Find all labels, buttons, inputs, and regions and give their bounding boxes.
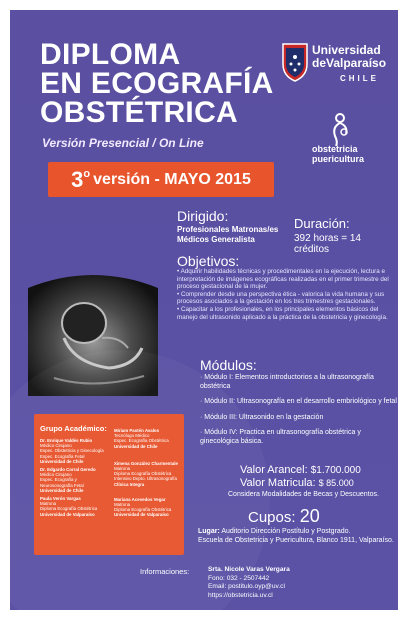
member-detail: Universidad de Chile xyxy=(114,443,158,449)
modulo-item: · Módulo IV: Practica en ultrasonografía obstétrica y ginecológica básica. xyxy=(200,429,361,445)
member-detail: Médico Cirujano xyxy=(40,472,72,478)
member-detail: Espec. Ecografía Obstétrica xyxy=(114,438,169,444)
informaciones-contact xyxy=(208,566,290,600)
uv-logo xyxy=(282,40,394,100)
member-detail: Neurosonografía Fetal xyxy=(40,482,84,488)
version-banner xyxy=(48,162,274,197)
member-detail: Universidad de Valparaíso xyxy=(40,511,95,517)
academic-column-right xyxy=(114,428,182,521)
academic-member xyxy=(114,428,182,449)
obstetricia-puericultura-logo xyxy=(306,112,386,164)
title-line: OBSTÉTRICA xyxy=(40,96,238,129)
version-ordinal: o xyxy=(83,167,91,180)
uv-name-line: deValparaíso xyxy=(312,56,387,70)
uv-name xyxy=(312,44,386,70)
academic-group-title: Grupo Académico: xyxy=(40,424,107,433)
version-text: versión - MAYO 2015 xyxy=(93,170,251,188)
diploma-title xyxy=(40,40,274,127)
academic-member xyxy=(40,467,108,493)
member-detail: Universidad de Chile xyxy=(40,458,84,464)
member-name: Ximena González Charmentale xyxy=(114,460,178,466)
member-detail: Diploma Ecografía Obstétrica xyxy=(40,506,98,512)
lugar-address: Escuela de Obstetricia y Puericultura, Blanco 1911, Valparaíso. xyxy=(198,537,394,544)
member-detail: Diploma Ecografía Obstétrica xyxy=(114,507,172,513)
member-detail: Universidad de Valparaíso xyxy=(114,512,169,518)
member-detail: Espec. Ecografía y xyxy=(40,477,77,483)
valor-matricula xyxy=(240,477,354,489)
modality-subtitle: Versión Presencial / On Line xyxy=(42,136,204,150)
member-name: Dr. Edgardo Corral Geredo xyxy=(40,467,96,473)
member-name: Paula Verón Vargas xyxy=(40,496,81,502)
member-detail: Intensivo Depto. Ultrasonografía xyxy=(114,476,177,482)
contact-web-link[interactable]: https://obstetricia.uv.cl xyxy=(208,591,273,599)
objetivo-item: • Comprender desde una perspectiva ética - valorica la vida humana y sus procesos asociados a la gestación en los tres trimestres gestacionales. xyxy=(177,290,385,306)
academic-member xyxy=(40,438,108,464)
title-line: DIPLOMA xyxy=(40,38,181,71)
informaciones-label: Informaciones: xyxy=(140,567,190,576)
academic-member xyxy=(114,461,182,487)
matricula-value: $ 85.000 xyxy=(318,478,354,488)
member-name: Dr. Enrique Valdés Rubio xyxy=(40,438,93,443)
member-detail: Matrona xyxy=(40,501,57,507)
ultrasound-image xyxy=(24,268,162,398)
objetivo-item: • Capacitar a los profesionales, en los principales elementos básicos del manejo del ultrasonido aplicado a la práctica de la obstetricia y ginecología. xyxy=(177,305,388,321)
member-detail: Espec. Obstetricia y Ginecología xyxy=(40,448,104,454)
member-detail: Médico Cirujano xyxy=(40,443,72,449)
academic-column-left xyxy=(40,438,108,520)
modulos-label: Módulos: xyxy=(200,357,257,373)
mother-child-icon xyxy=(326,112,356,146)
academic-group-panel xyxy=(34,414,184,555)
op-logo-line: obstetricia xyxy=(312,144,358,154)
op-logo-line: puericultura xyxy=(312,154,365,164)
poster xyxy=(10,10,398,610)
dirigido-line: Médicos Generalista xyxy=(177,235,255,244)
op-logo-text xyxy=(312,144,364,164)
cupos xyxy=(248,506,320,527)
dirigido-line: Profesionales Matronas/es xyxy=(177,225,279,234)
cupos-label: Cupos: xyxy=(248,509,296,526)
matricula-label: Valor Matricula: xyxy=(240,477,316,489)
modulo-item: · Módulo I: Elementos introductorios a la ultrasonografía obstétrica xyxy=(200,374,374,390)
lugar-text: Auditorio Dirección Postítulo y Postgrado. xyxy=(221,528,351,535)
uv-country: CHILE xyxy=(340,74,379,83)
member-name: Mariana Acevedos Vegar xyxy=(114,496,166,502)
member-detail: Diploma Ecografía Obstétrica xyxy=(114,471,172,477)
objetivo-item: • Adquirir habilidades técnicas y procedimentales en la ejecución, lectura e interpretación de imágenes ecográficas realizadas en el primer trimestre del proceso gestacional de la mujer. xyxy=(177,268,389,291)
cupos-value: 20 xyxy=(299,506,320,526)
member-detail: Espec. Ecografía Fetal xyxy=(40,453,85,459)
dirigido-label: Dirigido: xyxy=(177,208,229,224)
objetivos-label: Objetivos: xyxy=(177,253,240,269)
dirigido-value xyxy=(177,225,287,245)
contact-email[interactable]: Email: postitulo.oyp@uv.cl xyxy=(208,583,285,590)
duracion-label: Duración: xyxy=(294,216,350,231)
uv-shield-icon xyxy=(282,42,308,82)
duracion-value: 392 horas = 14 créditos xyxy=(294,233,361,255)
academic-member xyxy=(40,496,108,517)
member-detail: Matrona xyxy=(114,502,131,508)
member-detail: Clínica Integra xyxy=(114,481,145,487)
modulo-item: · Módulo III: Ultrasonido en la gestación xyxy=(200,413,324,421)
objetivos-list xyxy=(177,268,398,321)
contact-name: Srta. Nicole Varas Vergara xyxy=(208,566,290,573)
uv-name-line: Universidad xyxy=(312,43,381,57)
member-name: Miriam Pastén Avalos xyxy=(114,428,160,433)
academic-member xyxy=(114,497,182,518)
member-detail: Tecnólogo Médico xyxy=(114,433,150,439)
version-number: 3 xyxy=(71,166,84,192)
modulos-list xyxy=(200,374,398,453)
contact-phone: Fono: 032 - 2507442 xyxy=(208,574,270,582)
modulo-item: · Módulo II: Ultrasonografía en el desarrollo embriológico y fetal xyxy=(200,398,397,405)
member-detail: Matrona xyxy=(114,466,131,472)
title-line: EN ECOGRAFÍA xyxy=(40,67,274,100)
arancel-value: $1.700.000 xyxy=(310,465,361,476)
arancel-label: Valor Arancel: xyxy=(240,464,308,476)
lugar-label: Lugar: xyxy=(198,528,220,535)
member-detail: Universidad de Chile xyxy=(40,487,84,493)
becas-note: Considera Modalidades de Becas y Descuentos. xyxy=(228,491,379,498)
lugar xyxy=(198,527,398,545)
valor-arancel xyxy=(240,464,361,476)
